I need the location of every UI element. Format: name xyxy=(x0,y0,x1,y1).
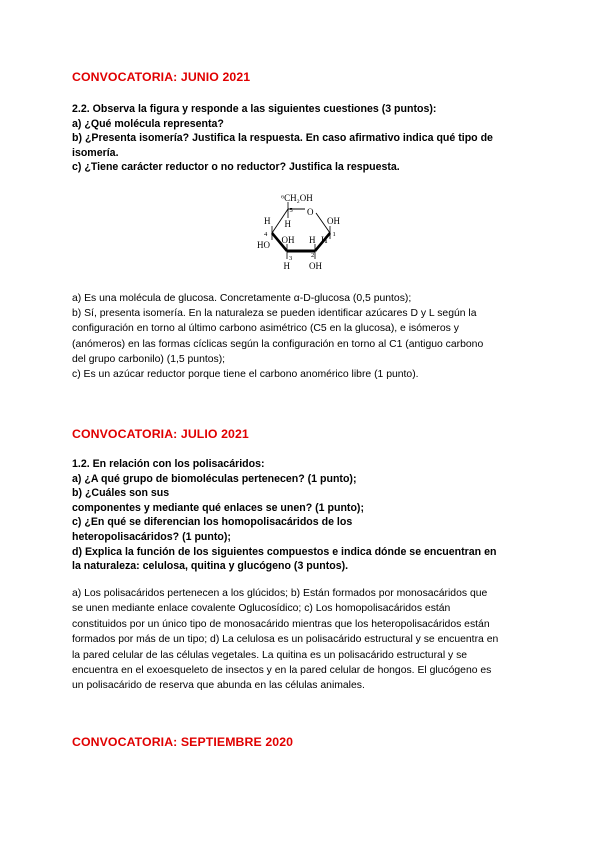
answer-line: la pared celular de las células vegetales. La quitina es un polisacárido estructural y se xyxy=(72,649,468,661)
question-line: isomería. xyxy=(72,146,119,159)
label-ch2oh: ⁶CH₂OH xyxy=(281,193,313,203)
question-line: d) Explica la función de los siguientes compuestos e indica dónde se encuentran en xyxy=(72,545,497,558)
label-oh-c3: OH xyxy=(281,235,295,245)
glucose-haworth-figure xyxy=(250,190,360,278)
answer-line: c) Es un azúcar reductor porque tiene el carbono anomérico libre (1 punto). xyxy=(72,369,419,381)
label-c2: 2 xyxy=(311,252,315,259)
question-line: 2.2. Observa la figura y responde a las siguientes cuestiones (3 puntos): xyxy=(72,103,437,115)
answer-line: constituidos por un único tipo de monosacárido mientras que los heteropolisacáridos están xyxy=(72,618,490,630)
label-h-c5: H xyxy=(284,219,291,229)
section-heading-julio-2021: CONVOCATORIA: JULIO 2021 xyxy=(72,427,249,441)
answer-line: a) Los polisacáridos pertenecen a los glúcidos; b) Están formados por monosacáridos que xyxy=(72,588,488,599)
section-heading-septiembre-2020: CONVOCATORIA: SEPTIEMBRE 2020 xyxy=(72,735,294,749)
answer-julio-2021 xyxy=(72,586,528,694)
label-oh-c1: OH xyxy=(327,216,340,226)
question-line: c) ¿En qué se diferencian los homopolisacáridos de los xyxy=(72,516,353,529)
question-line: heteropolisacáridos? (1 punto); xyxy=(72,530,231,543)
label-ho-c4: HO xyxy=(257,240,270,250)
question-1-2 xyxy=(72,457,528,574)
label-c1: 1 xyxy=(332,231,336,238)
label-h-c2: H xyxy=(309,235,316,245)
answer-line: se unen mediante enlace covalente Oglucosídico; c) Los homopolisacáridos están xyxy=(72,603,451,615)
question-line: b) ¿Cuáles son sus xyxy=(72,487,170,500)
answer-line: formados por más de un tipo; d) La celulosa es un polisacárido estructural y se encuentra en xyxy=(72,634,499,646)
question-line: la naturaleza: celulosa, quitina y glucógeno (3 puntos). xyxy=(72,560,349,573)
label-h-c3: H xyxy=(283,261,290,271)
label-c4: 4 xyxy=(264,231,268,238)
label-c3: 3 xyxy=(289,255,293,262)
question-line: c) ¿Tiene carácter reductor o no reductor? Justifica la respuesta. xyxy=(72,161,400,174)
question-line: a) ¿A qué grupo de biomoléculas pertenecen? (1 punto); xyxy=(72,472,357,485)
answer-line: b) Sí, presenta isomería. En la naturaleza se pueden identificar azúcares D y L según la xyxy=(72,308,477,320)
question-line: componentes y mediante qué enlaces se unen? (1 punto); xyxy=(72,501,364,514)
label-h-c1: H xyxy=(321,235,328,245)
label-o-ring: O xyxy=(307,207,314,217)
answer-line: configuración en torno al último carbono asimétrico (C5 en la glucosa), e isómeros y xyxy=(72,323,459,335)
question-line: b) ¿Presenta isomería? Justifica la respuesta. En caso afirmativo indica qué tipo de xyxy=(72,132,493,145)
question-line: 1.2. En relación con los polisacáridos: xyxy=(72,458,265,470)
answer-line: un polisacárido de reserva que abunda en las células animales. xyxy=(72,680,365,692)
label-oh-c2: OH xyxy=(309,261,322,271)
answer-junio-2021 xyxy=(72,291,528,382)
label-h-c4: H xyxy=(264,216,271,226)
answer-line: del grupo carbonilo) (1,5 puntos); xyxy=(72,353,226,365)
question-line: a) ¿Qué molécula representa? xyxy=(72,117,224,130)
answer-line: encuentra en el exoesqueleto de insectos y en la pared celular de hongos. El glucógeno es xyxy=(72,665,492,677)
answer-line: a) Es una molécula de glucosa. Concretamente α-D-glucosa (0,5 puntos); xyxy=(72,293,412,304)
label-c5: 5 xyxy=(289,207,293,214)
section-heading-junio-2021: CONVOCATORIA: JUNIO 2021 xyxy=(72,70,251,84)
answer-line: (anómeros) en las formas cíclicas según la configuración en torno al C1 (antiguo carbono xyxy=(72,338,484,350)
question-2-2 xyxy=(72,102,528,175)
